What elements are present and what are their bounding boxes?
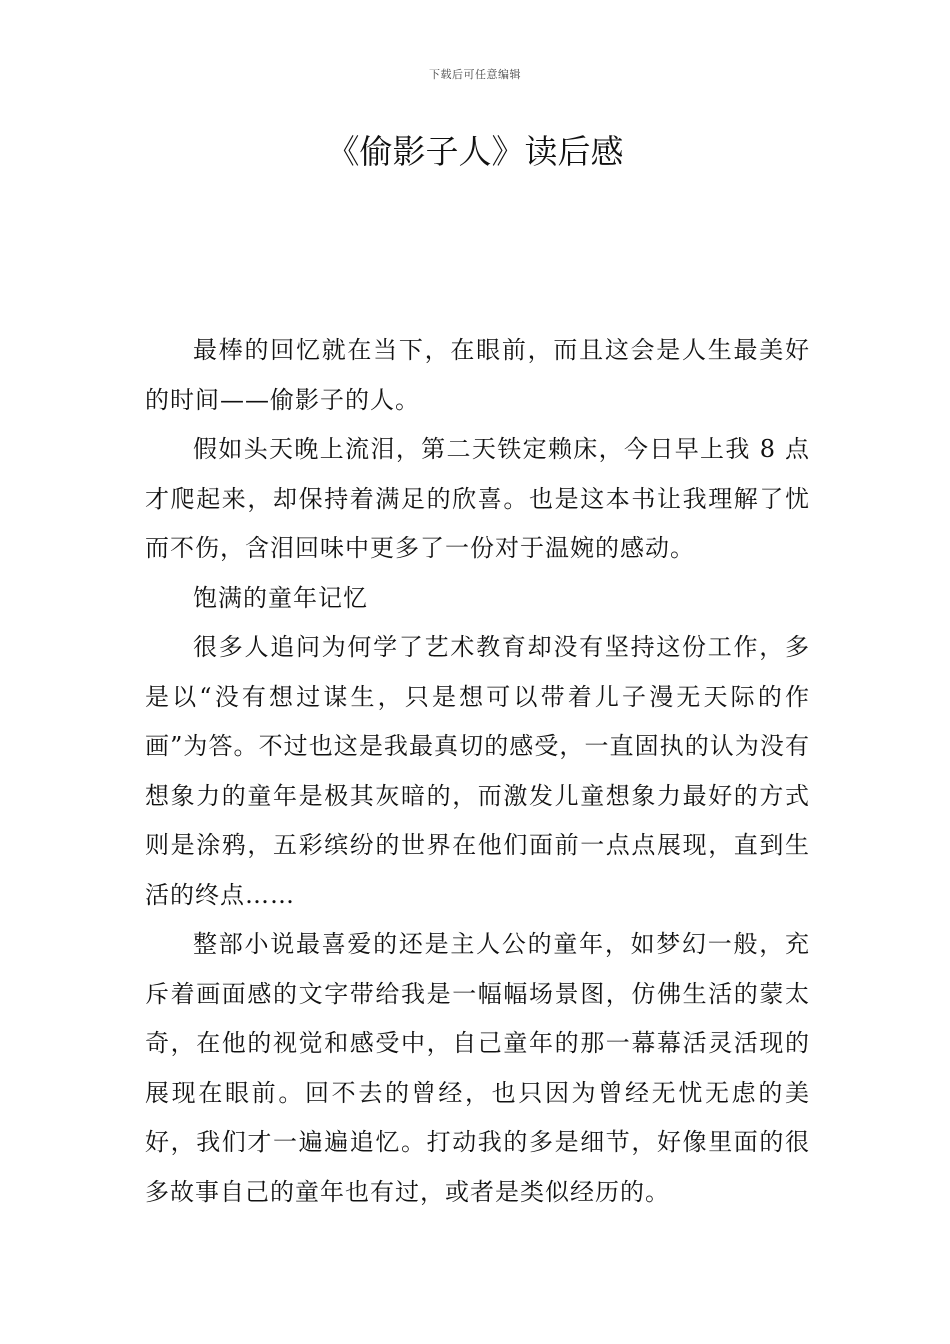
header-note: 下载后可任意编辑 [429,68,521,81]
document-body [145,326,810,1217]
document-title: 《偷影子人》读后感 [326,132,624,171]
paragraph-3: 很多人追问为何学了艺术教育却没有坚持这份工作，多是以“没有想过谋生，只是想可以带着儿子漫无天际的作画”为答。不过也这是我最真切的感受，一直固执的认为没有想象力的童年是极其灰暗的，而激发儿童想象力最好的方式则是涂鸦，五彩缤纷的世界在他们面前一点点展现，直到生活的终点…… [145,633,810,909]
paragraph-4: 整部小说最喜爱的还是主人公的童年，如梦幻一般，充斥着画面感的文字带给我是一幅幅场景图，仿佛生活的蒙太奇，在他的视觉和感受中，自己童年的那一幕幕活灵活现的展现在眼前。回不去的曾经，也只因为曾经无忧无虑的美好，我们才一遍遍追忆。打动我的多是细节，好像里面的很多故事自己的童年也有过，或者是类似经历的。 [145,930,810,1206]
section-heading: 饱满的童年记忆 [193,583,368,612]
paragraph-2: 假如头天晚上流泪，第二天铁定赖床，今日早上我 8 点才爬起来，却保持着满足的欣喜。也是这本书让我理解了忧而不伤，含泪回味中更多了一份对于温婉的感动。 [145,435,810,562]
paragraph-1: 最棒的回忆就在当下，在眼前，而且这会是人生最美好的时间——偷影子的人。 [145,336,810,414]
